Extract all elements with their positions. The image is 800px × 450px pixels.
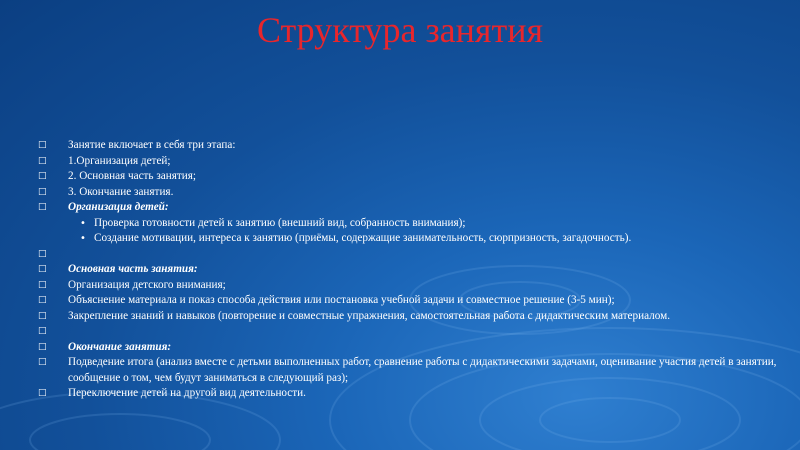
bullet-item bbox=[38, 200, 778, 216]
bullet-marker-icon: □ bbox=[38, 248, 47, 259]
bullet-text: 3. Окончание занятия. bbox=[68, 185, 174, 198]
bullet-text: Организация детского внимания; bbox=[68, 278, 226, 291]
bullet-text: Закрепление знаний и навыков (повторение и совместные упражнения, самостоятельная работа с дидактическим материалом. bbox=[68, 309, 670, 322]
dot-bullet-icon: • bbox=[80, 233, 86, 244]
bullet-item bbox=[38, 154, 778, 170]
bullet-item bbox=[38, 169, 778, 185]
bullet-text: Проверка готовности детей к занятию (внешний вид, собранность внимания); bbox=[94, 216, 466, 229]
bullet-item bbox=[38, 324, 778, 340]
bullet-marker-icon: □ bbox=[38, 326, 47, 336]
bullet-item bbox=[38, 185, 778, 201]
bullet-marker-icon: □ bbox=[38, 171, 47, 181]
bullet-item bbox=[38, 309, 778, 325]
bullet-marker-icon: □ bbox=[38, 295, 47, 305]
slide-body bbox=[38, 138, 778, 402]
bullet-marker-icon: □ bbox=[38, 186, 47, 197]
bullet-marker-icon: □ bbox=[38, 155, 47, 166]
slide-title: Структура занятия bbox=[256, 10, 544, 50]
bullet-text: Создание мотивации, интереса к занятию (приёмы, содержащие занимательность, сюрпризность, загадочность). bbox=[94, 232, 632, 244]
bullet-item bbox=[38, 262, 778, 278]
sub-bullet-item bbox=[38, 216, 778, 232]
bullet-marker-icon: □ bbox=[38, 388, 47, 398]
sub-bullet-item bbox=[38, 231, 778, 247]
bullet-item bbox=[38, 247, 778, 263]
bullet-text: Окончание занятия: bbox=[68, 340, 172, 353]
bullet-marker-icon: □ bbox=[38, 202, 47, 212]
bullet-item bbox=[38, 278, 778, 294]
bullet-text: Основная часть занятия: bbox=[68, 263, 198, 275]
dot-bullet-icon: • bbox=[80, 217, 86, 229]
bullet-text: Организация детей: bbox=[68, 201, 169, 213]
bullet-marker-icon: □ bbox=[38, 140, 47, 150]
bullet-marker-icon: □ bbox=[38, 279, 47, 290]
bullet-text: 2. Основная часть занятия; bbox=[68, 170, 196, 182]
bullet-item bbox=[38, 138, 778, 154]
bullet-marker-icon: □ bbox=[38, 341, 47, 352]
bullet-text: Объяснение материала и показ способа действия или постановка учебной задачи и совместное решение (3-5 мин); bbox=[68, 294, 615, 306]
bullet-item bbox=[38, 293, 778, 309]
bullet-marker-icon: □ bbox=[38, 264, 47, 274]
bullet-item bbox=[38, 340, 778, 356]
bullet-marker-icon: □ bbox=[38, 310, 47, 321]
bullet-text: Занятие включает в себя три этапа: bbox=[68, 139, 236, 151]
bullet-marker-icon: □ bbox=[38, 357, 47, 367]
bullet-text: 1.Организация детей; bbox=[68, 154, 171, 167]
bullet-text: Подведение итога (анализ вместе с детьми выполненных работ, сравнение работы с дидактическими задачами, оценивание участия детей в занятии, сообщение о том, чем будут заниматься в следующий раз); bbox=[68, 356, 777, 384]
bullet-item bbox=[38, 386, 778, 402]
bullet-text: Переключение детей на другой вид деятельности. bbox=[68, 387, 306, 399]
bullet-item bbox=[38, 355, 778, 386]
